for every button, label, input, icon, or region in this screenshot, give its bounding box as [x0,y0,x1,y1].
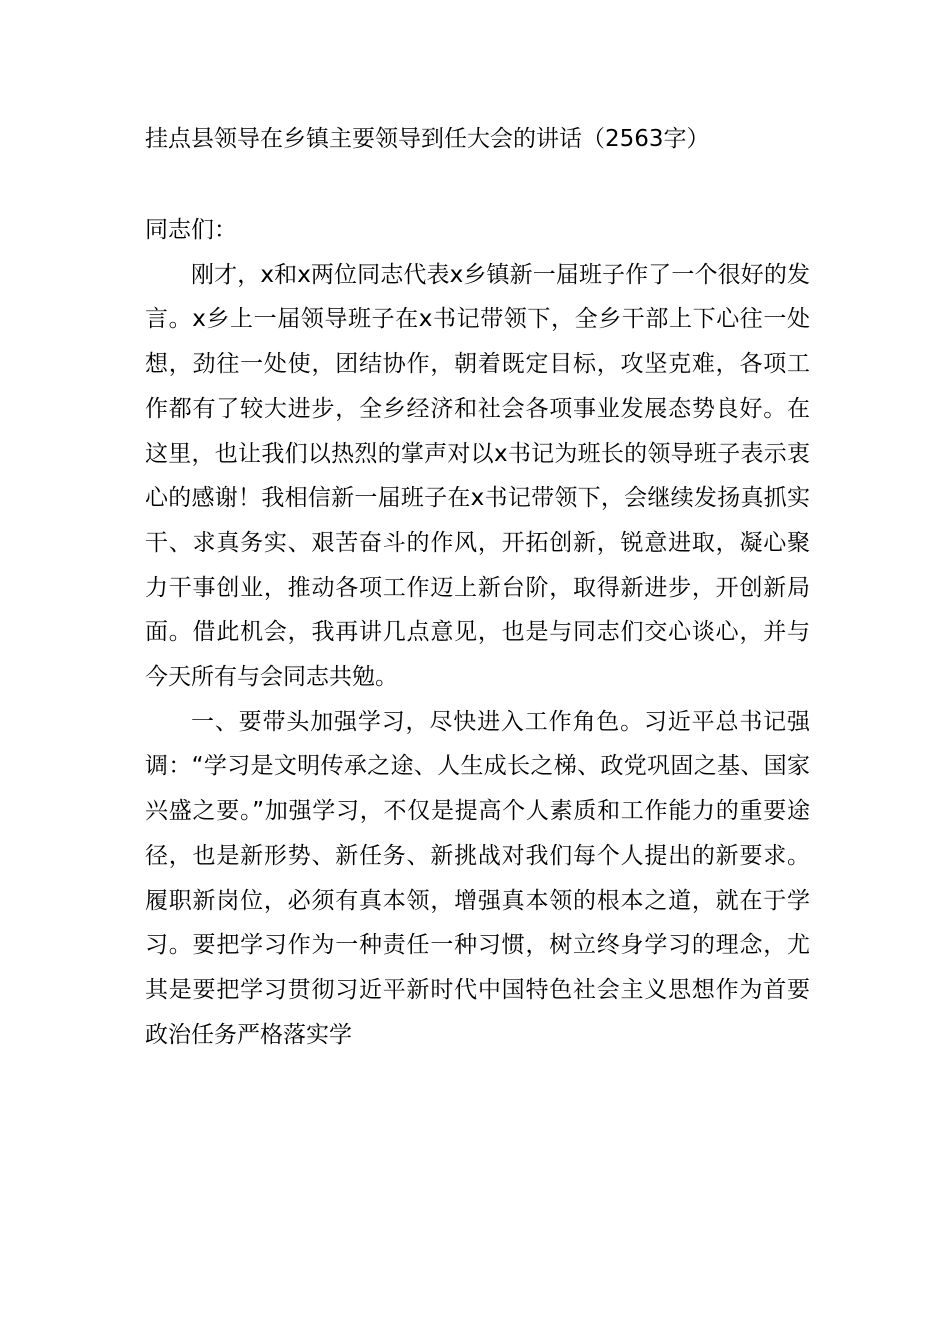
document-body [145,208,810,1057]
salutation: 同志们： [145,217,237,243]
paragraph-opening: 刚才，x和x两位同志代表x乡镇新一届班子作了一个很好的发言。x乡上一届领导班子在x书记带领下，全乡干部上下心往一处想，劲往一处使，团结协作，朝着既定目标，攻坚克难，各项工作都有了较大进步，全乡经济和社会各项事业发展态势良好。在这里，也让我们以热烈的掌声对以x书记为班长的领导班子表示衷心的感谢！我相信新一届班子在x书记带领下，会继续发扬真抓实干、求真务实、艰苦奋斗的作风，开拓创新，锐意进取，凝心聚力干事创业，推动各项工作迈上新台阶，取得新进步，开创新局面。借此机会，我再讲几点意见，也是与同志们交心谈心，并与今天所有与会同志共勉。 [145,261,810,691]
paragraph-point-one: 一、要带头加强学习，尽快进入工作角色。习近平总书记强调：“学习是文明传承之途、人生成长之梯、政党巩固之基、国家兴盛之要。”加强学习，不仅是提高个人素质和工作能力的重要途径，也是新形势、新任务、新挑战对我们每个人提出的新要求。履职新岗位，必须有真本领，增强真本领的根本之道，就在于学习。要把学习作为一种责任一种习惯，树立终身学习的理念，尤其是要把学习贯彻习近平新时代中国特色社会主义思想作为首要政治任务严格落实学 [145,708,810,1048]
document-title: 挂点县领导在乡镇主要领导到任大会的讲话（2563字） [145,126,710,152]
